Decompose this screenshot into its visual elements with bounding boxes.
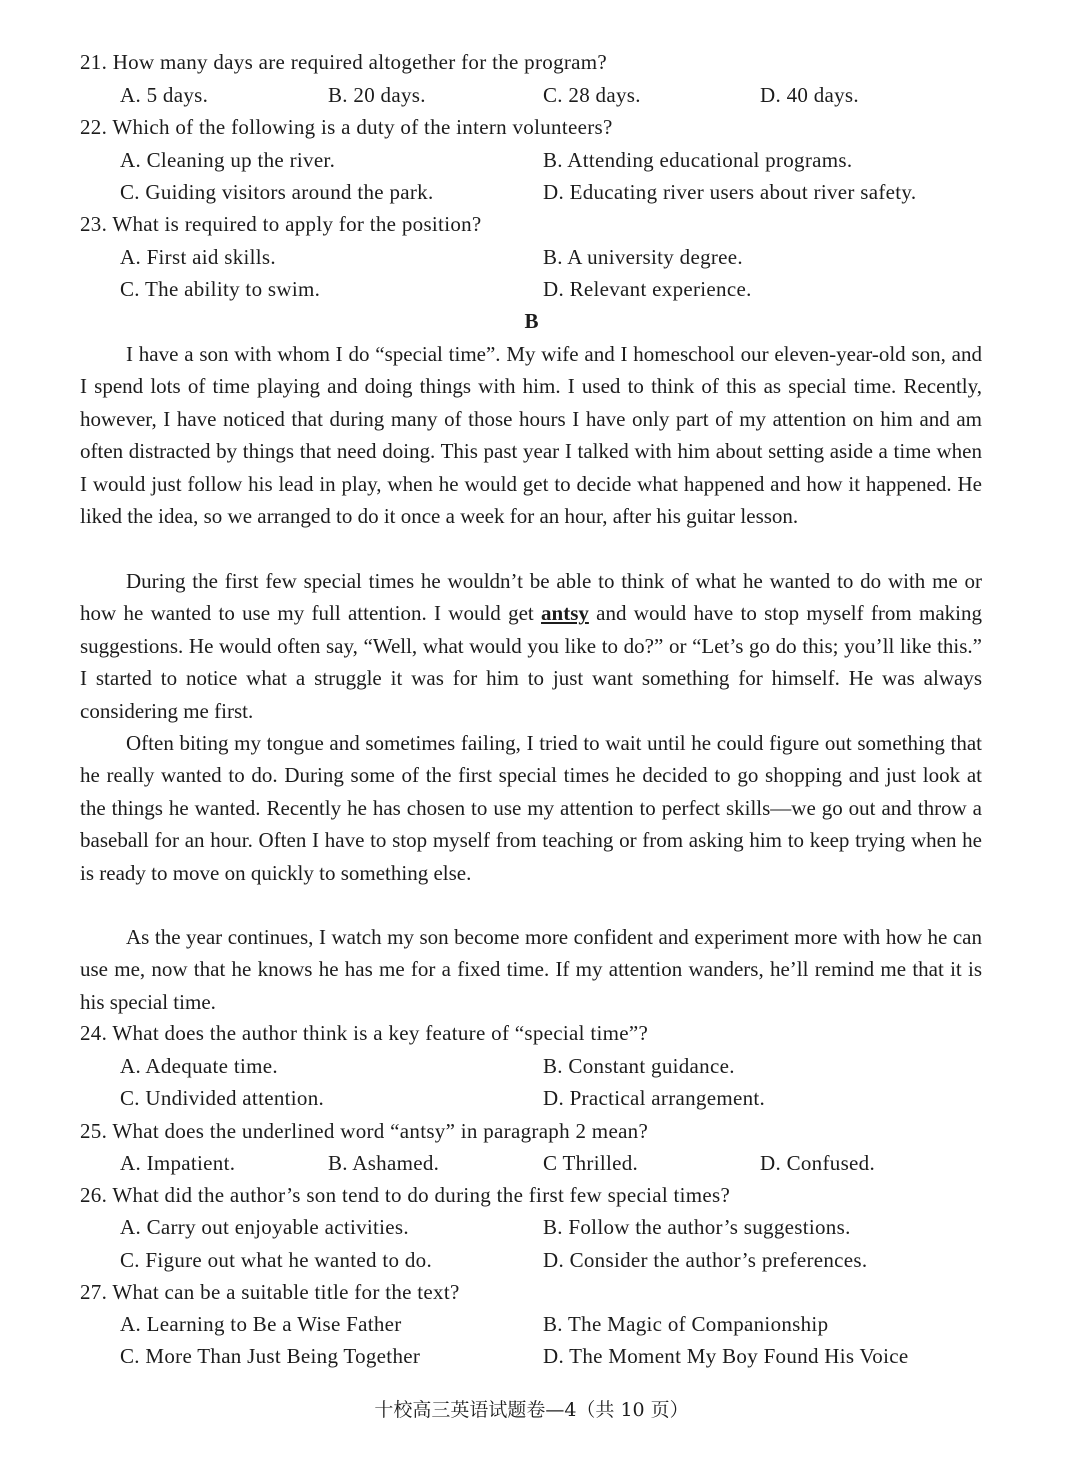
question-25-option-b: B. Ashamed.	[328, 1151, 440, 1175]
question-26-stem: 26. What did the author’s son tend to do during the first few special times?	[80, 1183, 731, 1207]
question-27-option-d: D. The Moment My Boy Found His Voice	[543, 1344, 909, 1368]
passage-paragraph-2	[80, 565, 982, 727]
passage-paragraph-4: As the year continues, I watch my son become more confident and experiment more with how he can use me, now that he knows he has me for a fixed time. If my attention wanders, he’ll remind me that it is his special time.	[80, 925, 982, 1014]
question-27-option-b: B. The Magic of Companionship	[543, 1312, 829, 1336]
question-21-option-a: A. 5 days.	[120, 83, 209, 107]
question-23-stem: 23. What is required to apply for the position?	[80, 212, 482, 236]
question-25-option-c: C Thrilled.	[543, 1151, 639, 1175]
question-24-stem: 24. What does the author think is a key feature of “special time”?	[80, 1021, 649, 1045]
question-27-option-a: A. Learning to Be a Wise Father	[120, 1312, 402, 1336]
question-21-option-d: D. 40 days.	[760, 83, 859, 107]
paragraph-2-text-after: and would have to stop myself from making suggestions. He would often say, “Well, what would you like to do?” or “Let’s go do this; you’ll like this.” I started to notice what a struggle it was for him to just want something for himself. He was always considering me first.	[80, 601, 982, 723]
question-25-stem: 25. What does the underlined word “antsy” in paragraph 2 mean?	[80, 1119, 649, 1143]
question-24-option-d: D. Practical arrangement.	[543, 1086, 766, 1110]
question-23-option-c: C. The ability to swim.	[120, 277, 321, 301]
question-26-option-c: C. Figure out what he wanted to do.	[120, 1248, 433, 1272]
question-23-option-a: A. First aid skills.	[120, 245, 276, 269]
passage-paragraph-1: I have a son with whom I do “special time”. My wife and I homeschool our eleven-year-old son, and I spend lots of time playing and doing things with him. I used to think of this as special time. Recently, however, I have noticed that during many of those hours I have only part of my attention on him and am often distracted by things that need doing. This past year I talked with him about setting aside a time when I would just follow his lead in play, when he would get to decide what happened and how it happened. He liked the idea, so we arranged to do it once a week for an hour, after his guitar lesson.	[80, 342, 982, 529]
question-22-option-b: B. Attending educational programs.	[543, 148, 853, 172]
question-25-option-a: A. Impatient.	[120, 1151, 236, 1175]
question-26-option-b: B. Follow the author’s suggestions.	[543, 1215, 851, 1239]
page-footer: 十校高三英语试题卷—4（共 10 页）	[374, 1399, 689, 1421]
question-22-stem: 22. Which of the following is a duty of the intern volunteers?	[80, 115, 613, 139]
question-27-option-c: C. More Than Just Being Together	[120, 1344, 421, 1368]
question-22-option-d: D. Educating river users about river safety.	[543, 180, 917, 204]
question-21-stem: 21. How many days are required altogether for the program?	[80, 50, 608, 74]
question-24-option-c: C. Undivided attention.	[120, 1086, 325, 1110]
question-23-option-b: B. A university degree.	[543, 245, 743, 269]
question-24-option-b: B. Constant guidance.	[543, 1054, 735, 1078]
question-27-stem: 27. What can be a suitable title for the text?	[80, 1280, 460, 1304]
question-22-option-a: A. Cleaning up the river.	[120, 148, 336, 172]
question-24-option-a: A. Adequate time.	[120, 1054, 278, 1078]
question-22-option-c: C. Guiding visitors around the park.	[120, 180, 434, 204]
question-21-option-c: C. 28 days.	[543, 83, 641, 107]
paragraph-2-text-before: During the first few special times he wouldn’t be able to think of what he wanted to do with me or how he wanted to use my full attention. I would get	[80, 569, 982, 626]
underlined-word-antsy: antsy	[541, 601, 589, 626]
question-21-option-b: B. 20 days.	[328, 83, 426, 107]
section-heading: B	[524, 309, 539, 333]
question-26-option-d: D. Consider the author’s preferences.	[543, 1248, 868, 1272]
question-23-option-d: D. Relevant experience.	[543, 277, 752, 301]
question-26-option-a: A. Carry out enjoyable activities.	[120, 1215, 409, 1239]
question-25-option-d: D. Confused.	[760, 1151, 876, 1175]
passage-paragraph-3: Often biting my tongue and sometimes failing, I tried to wait until he could figure out something that he really wanted to do. During some of the first special times he decided to go shopping and just look at the things he wanted. Recently he has chosen to use my attention to perfect skills—we go out and throw a baseball for an hour. Often I have to stop myself from teaching or from asking him to keep trying when he is ready to move on quickly to something else.	[80, 731, 982, 885]
